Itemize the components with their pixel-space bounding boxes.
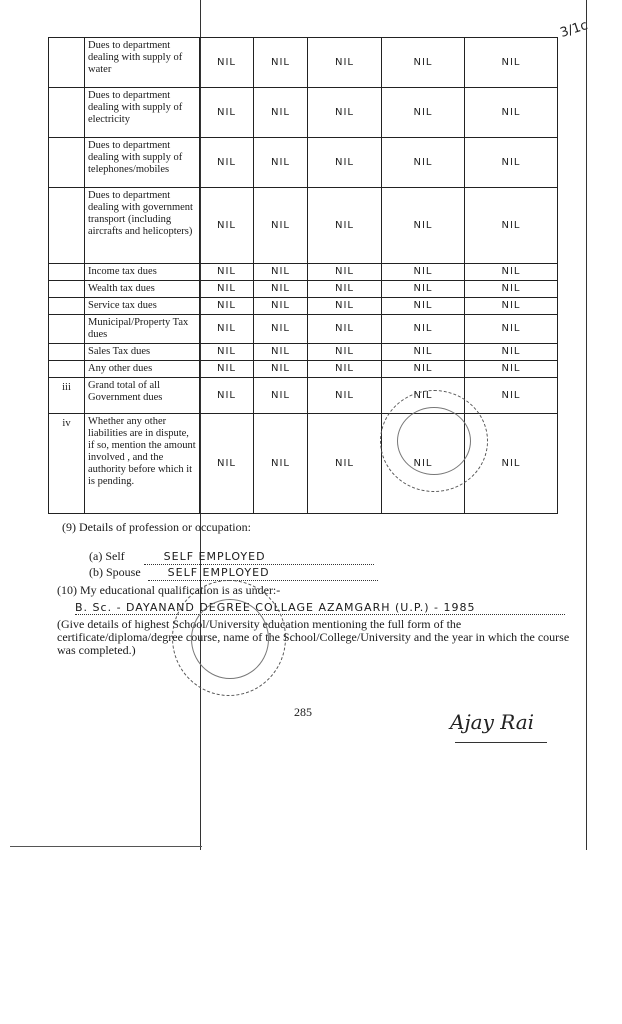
row-value: NIL: [382, 264, 465, 281]
row-value: NIL: [308, 264, 382, 281]
row-value: NIL: [254, 315, 308, 344]
row-value: NIL: [200, 298, 254, 315]
table-row: [49, 188, 558, 264]
row-value: NIL: [308, 38, 382, 88]
scan-line-right: [586, 0, 587, 850]
row-number: iii: [49, 378, 85, 414]
row-value: NIL: [465, 88, 558, 138]
row-value: NIL: [308, 298, 382, 315]
row-value: NIL: [254, 264, 308, 281]
row-value: NIL: [465, 414, 558, 514]
row-value: NIL: [254, 298, 308, 315]
row-value: NIL: [382, 281, 465, 298]
row-number: iv: [49, 414, 85, 514]
table-row: [49, 38, 558, 88]
spouse-field: [148, 565, 378, 581]
self-label: (a) Self: [89, 549, 125, 563]
spouse-label: (b) Spouse: [89, 565, 141, 579]
row-value: NIL: [465, 188, 558, 264]
row-value: NIL: [382, 361, 465, 378]
row-value: NIL: [254, 361, 308, 378]
row-value: NIL: [308, 281, 382, 298]
self-field: [144, 549, 374, 565]
row-label: Grand total of all Government dues: [85, 378, 200, 414]
table-row: [49, 281, 558, 298]
row-number: [49, 188, 85, 264]
row-value: NIL: [200, 344, 254, 361]
row-value: NIL: [254, 88, 308, 138]
self-value: SELF EMPLOYED: [163, 550, 266, 563]
notary-stamp-table: [380, 390, 488, 492]
row-value: NIL: [200, 138, 254, 188]
spouse-row: [89, 565, 582, 581]
row-label: Dues to department dealing with supply of water: [85, 38, 200, 88]
row-label: Service tax dues: [85, 298, 200, 315]
row-value: NIL: [200, 38, 254, 88]
row-value: NIL: [382, 414, 465, 514]
row-value: NIL: [382, 38, 465, 88]
row-value: NIL: [200, 414, 254, 514]
education-note: (Give details of highest School/University education mentioning the full form of the certificate/diploma/degree course, name of the School/College/University and the year in which the course was completed.): [57, 617, 570, 657]
row-value: NIL: [382, 344, 465, 361]
section-education: [57, 583, 577, 657]
row-value: NIL: [308, 361, 382, 378]
row-value: NIL: [465, 315, 558, 344]
signature: Ajay Rai: [450, 710, 535, 734]
row-number: [49, 344, 85, 361]
row-value: NIL: [308, 378, 382, 414]
section9-heading: (9) Details of profession or occupation:: [62, 520, 251, 534]
row-value: NIL: [308, 138, 382, 188]
table-row: [49, 88, 558, 138]
signature-underline: [455, 742, 547, 743]
row-value: NIL: [465, 138, 558, 188]
row-number: [49, 361, 85, 378]
self-row: [89, 549, 582, 565]
row-value: NIL: [382, 88, 465, 138]
row-value: NIL: [200, 264, 254, 281]
page-number: 285: [294, 705, 312, 719]
row-value: NIL: [254, 138, 308, 188]
row-value: NIL: [254, 344, 308, 361]
row-label: Wealth tax dues: [85, 281, 200, 298]
row-number: [49, 88, 85, 138]
row-label: Dues to department dealing with supply of telephones/mobiles: [85, 138, 200, 188]
row-value: NIL: [465, 38, 558, 88]
row-value: NIL: [254, 414, 308, 514]
table-row: [49, 138, 558, 188]
notary-stamp-inner-ring: [397, 407, 471, 475]
row-number: [49, 281, 85, 298]
row-value: NIL: [308, 414, 382, 514]
section-profession: [62, 520, 582, 581]
row-value: NIL: [254, 38, 308, 88]
row-number: [49, 315, 85, 344]
notary-stamp-lower-inner-ring: [191, 599, 269, 679]
row-value: NIL: [382, 315, 465, 344]
row-label: Municipal/Property Tax dues: [85, 315, 200, 344]
corner-note: 3/1c: [558, 18, 590, 41]
row-value: NIL: [308, 315, 382, 344]
row-label: Dues to department dealing with government transport (including aircrafts and helicopters): [85, 188, 200, 264]
row-value: NIL: [465, 281, 558, 298]
row-number: [49, 298, 85, 315]
row-number: [49, 38, 85, 88]
row-value: NIL: [254, 378, 308, 414]
row-label: Whether any other liabilities are in dispute, if so, mention the amount involved , and the authority before which it is pending.: [85, 414, 200, 514]
table-row: [49, 378, 558, 414]
row-value: NIL: [465, 361, 558, 378]
row-value: NIL: [200, 361, 254, 378]
notary-stamp-lower: [172, 580, 286, 696]
table-row: [49, 315, 558, 344]
row-value: NIL: [382, 298, 465, 315]
row-value: NIL: [382, 188, 465, 264]
row-value: NIL: [382, 138, 465, 188]
table-row: [49, 298, 558, 315]
table-row: [49, 264, 558, 281]
row-value: NIL: [200, 281, 254, 298]
row-label: Any other dues: [85, 361, 200, 378]
table-row: [49, 344, 558, 361]
row-number: [49, 138, 85, 188]
row-value: NIL: [200, 88, 254, 138]
education-value: B. Sc. - DAYANAND DEGREE COLLAGE AZAMGARH (U.P.) - 1985: [75, 601, 565, 615]
row-label: Income tax dues: [85, 264, 200, 281]
spouse-value: SELF EMPLOYED: [167, 566, 270, 579]
row-value: NIL: [465, 344, 558, 361]
row-value: NIL: [254, 281, 308, 298]
row-value: NIL: [200, 378, 254, 414]
row-value: NIL: [308, 88, 382, 138]
row-label: Sales Tax dues: [85, 344, 200, 361]
row-value: NIL: [465, 378, 558, 414]
row-label: Dues to department dealing with supply of electricity: [85, 88, 200, 138]
row-value: NIL: [254, 188, 308, 264]
scan-line-bottom: [10, 846, 202, 847]
row-value: NIL: [200, 188, 254, 264]
section10-heading: (10) My educational qualification is as under:-: [57, 583, 281, 597]
row-value: NIL: [465, 298, 558, 315]
row-value: NIL: [308, 188, 382, 264]
table-row: [49, 361, 558, 378]
row-value: NIL: [382, 378, 465, 414]
row-value: NIL: [200, 315, 254, 344]
row-value: NIL: [465, 264, 558, 281]
row-number: [49, 264, 85, 281]
row-value: NIL: [308, 344, 382, 361]
